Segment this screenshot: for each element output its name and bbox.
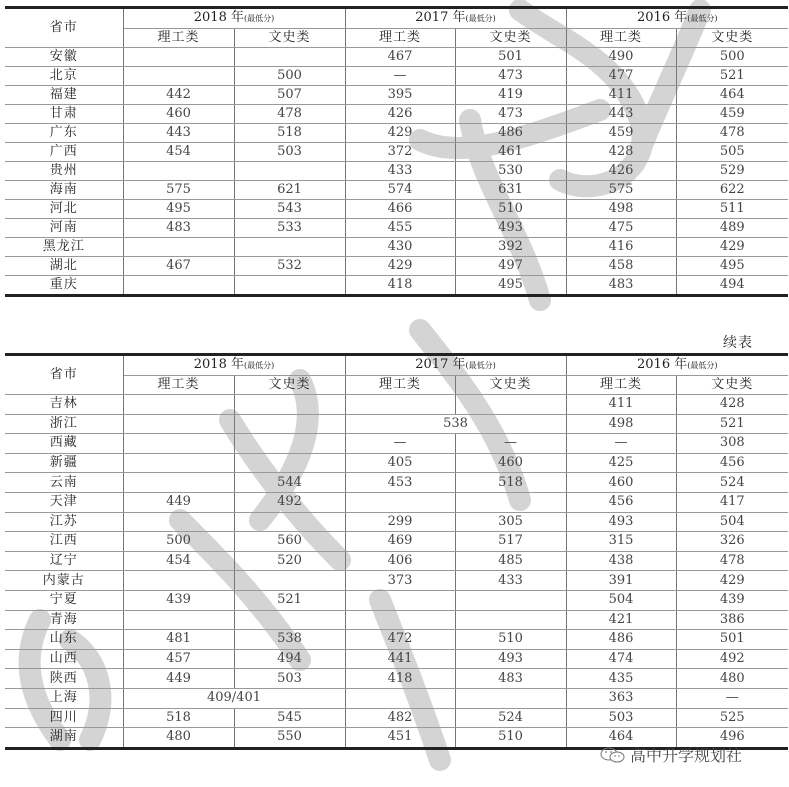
score-cell: 449	[123, 669, 234, 689]
table-row	[5, 512, 788, 532]
province-cell: 河北	[5, 200, 123, 219]
score-cell: 494	[676, 276, 788, 296]
score-cell: 575	[123, 181, 234, 200]
province-cell: 云南	[5, 473, 123, 493]
score-cell: 459	[676, 105, 788, 124]
table-row	[5, 200, 788, 219]
score-cell: —	[345, 67, 455, 86]
province-cell: 山东	[5, 630, 123, 650]
score-cell	[345, 395, 455, 415]
table-row	[5, 219, 788, 238]
score-cell: 458	[566, 257, 676, 276]
table-row	[5, 414, 788, 434]
score-cell: 419	[455, 86, 566, 105]
score-cell: 460	[123, 105, 234, 124]
score-cell: 490	[566, 48, 676, 67]
table-row	[5, 67, 788, 86]
score-cell	[234, 434, 345, 454]
score-cell: 449	[123, 492, 234, 512]
score-cell: 428	[566, 143, 676, 162]
table-row	[5, 669, 788, 689]
header-liberal-arts: 文史类	[455, 29, 566, 48]
score-cell: —	[566, 434, 676, 454]
score-cell: 475	[566, 219, 676, 238]
score-cell: 493	[455, 649, 566, 669]
table-row	[5, 86, 788, 105]
score-cell	[455, 492, 566, 512]
score-cell	[234, 610, 345, 630]
score-cell: 474	[566, 649, 676, 669]
score-cell: 405	[345, 453, 455, 473]
score-cell: 451	[345, 728, 455, 749]
table-row	[5, 590, 788, 610]
score-cell	[123, 453, 234, 473]
score-cell	[345, 492, 455, 512]
score-cell: 460	[566, 473, 676, 493]
province-cell: 江西	[5, 532, 123, 552]
score-cell: 482	[345, 708, 455, 728]
score-cell: 481	[123, 630, 234, 650]
score-cell: 478	[234, 105, 345, 124]
score-cell	[123, 414, 234, 434]
score-cell: 441	[345, 649, 455, 669]
score-cell: 428	[676, 395, 788, 415]
province-cell: 江苏	[5, 512, 123, 532]
table-row	[5, 48, 788, 67]
score-cell: 464	[676, 86, 788, 105]
score-cell: 421	[566, 610, 676, 630]
header-year-2016: 2016 年(最低分)	[566, 355, 788, 376]
score-cell: 503	[234, 669, 345, 689]
province-cell: 安徽	[5, 48, 123, 67]
score-cell: 483	[123, 219, 234, 238]
score-cell: 510	[455, 200, 566, 219]
score-cell	[123, 512, 234, 532]
table-row	[5, 688, 788, 708]
score-cell: 510	[455, 728, 566, 749]
province-cell: 甘肃	[5, 105, 123, 124]
score-cell	[455, 688, 566, 708]
table-row	[5, 532, 788, 552]
province-cell: 福建	[5, 86, 123, 105]
score-cell: 457	[123, 649, 234, 669]
score-cell	[234, 162, 345, 181]
province-cell: 天津	[5, 492, 123, 512]
score-cell: —	[676, 688, 788, 708]
score-cell	[234, 512, 345, 532]
score-cell: 467	[123, 257, 234, 276]
score-cell: 503	[566, 708, 676, 728]
table-row	[5, 571, 788, 591]
table-row	[5, 162, 788, 181]
score-cell	[123, 571, 234, 591]
score-cell: 530	[455, 162, 566, 181]
header-science: 理工类	[123, 376, 234, 395]
score-cell: 501	[455, 48, 566, 67]
province-cell: 陕西	[5, 669, 123, 689]
province-cell: 北京	[5, 67, 123, 86]
province-cell: 西藏	[5, 434, 123, 454]
header-liberal-arts: 文史类	[676, 29, 788, 48]
score-cell: 417	[676, 492, 788, 512]
header-year-2018: 2018 年(最低分)	[123, 8, 345, 29]
province-cell: 上海	[5, 688, 123, 708]
header-year-2017: 2017 年(最低分)	[345, 355, 566, 376]
header-liberal-arts: 文史类	[234, 376, 345, 395]
score-cell: 538	[345, 414, 566, 434]
score-cell: 429	[345, 124, 455, 143]
score-cell: 510	[455, 630, 566, 650]
province-cell: 吉林	[5, 395, 123, 415]
score-cell: 621	[234, 181, 345, 200]
footer-label: 高中升学规划社	[630, 746, 743, 765]
province-cell: 辽宁	[5, 551, 123, 571]
score-cell: 538	[234, 630, 345, 650]
score-cell	[234, 414, 345, 434]
score-cell: 373	[345, 571, 455, 591]
score-cell: 395	[345, 86, 455, 105]
table-row	[5, 143, 788, 162]
score-cell: 418	[345, 669, 455, 689]
score-cell: 517	[455, 532, 566, 552]
score-cell: 525	[676, 708, 788, 728]
score-cell: 521	[676, 67, 788, 86]
score-cell: 518	[455, 473, 566, 493]
score-cell	[123, 48, 234, 67]
score-cell: 433	[345, 162, 455, 181]
score-cell: 477	[566, 67, 676, 86]
score-cell: 473	[455, 67, 566, 86]
score-cell: 299	[345, 512, 455, 532]
score-cell: 386	[676, 610, 788, 630]
score-cell	[234, 395, 345, 415]
header-science: 理工类	[566, 29, 676, 48]
score-cell: 406	[345, 551, 455, 571]
province-cell: 重庆	[5, 276, 123, 296]
score-cell: 430	[345, 238, 455, 257]
score-cell	[234, 238, 345, 257]
score-cell: 489	[676, 219, 788, 238]
header-year-2017: 2017 年(最低分)	[345, 8, 566, 29]
score-cell: 308	[676, 434, 788, 454]
header-year-2016: 2016 年(最低分)	[566, 8, 788, 29]
score-cell: 521	[234, 590, 345, 610]
header-liberal-arts: 文史类	[676, 376, 788, 395]
score-cell: 492	[234, 492, 345, 512]
header-science: 理工类	[345, 29, 455, 48]
table-row	[5, 434, 788, 454]
score-cell: 429	[345, 257, 455, 276]
score-cell: 315	[566, 532, 676, 552]
score-cell: 501	[676, 630, 788, 650]
score-cell: 493	[566, 512, 676, 532]
header-science: 理工类	[566, 376, 676, 395]
score-cell: 411	[566, 395, 676, 415]
score-cell: 507	[234, 86, 345, 105]
score-cell: 455	[345, 219, 455, 238]
table-row	[5, 276, 788, 296]
score-cell: 454	[123, 143, 234, 162]
header-liberal-arts: 文史类	[455, 376, 566, 395]
score-cell: 503	[234, 143, 345, 162]
score-cell: 483	[566, 276, 676, 296]
score-cell: 363	[566, 688, 676, 708]
province-cell: 四川	[5, 708, 123, 728]
score-cell: 454	[123, 551, 234, 571]
province-cell: 青海	[5, 610, 123, 630]
score-cell: 495	[676, 257, 788, 276]
score-cell: 438	[566, 551, 676, 571]
score-cell: 429	[676, 571, 788, 591]
score-cell: 429	[676, 238, 788, 257]
score-cell: 466	[345, 200, 455, 219]
table-row	[5, 238, 788, 257]
score-cell	[123, 162, 234, 181]
province-cell: 湖南	[5, 728, 123, 749]
table-row	[5, 473, 788, 493]
score-cell: 443	[566, 105, 676, 124]
score-cell: 459	[566, 124, 676, 143]
score-cell: 391	[566, 571, 676, 591]
score-cell: 529	[676, 162, 788, 181]
score-cell	[455, 395, 566, 415]
score-cell: 495	[455, 276, 566, 296]
score-cell: 453	[345, 473, 455, 493]
score-cell	[123, 67, 234, 86]
score-cell: 461	[455, 143, 566, 162]
score-cell: 521	[676, 414, 788, 434]
province-cell: 海南	[5, 181, 123, 200]
score-cell	[123, 395, 234, 415]
score-cell: 372	[345, 143, 455, 162]
score-cell	[123, 276, 234, 296]
score-cell: 464	[566, 728, 676, 749]
score-cell: 426	[345, 105, 455, 124]
score-cell: 497	[455, 257, 566, 276]
score-cell: 550	[234, 728, 345, 749]
score-cell: 433	[455, 571, 566, 591]
score-cell: 426	[566, 162, 676, 181]
score-cell: 574	[345, 181, 455, 200]
score-cell: 480	[123, 728, 234, 749]
score-cell	[455, 610, 566, 630]
province-cell: 广东	[5, 124, 123, 143]
score-cell: 486	[566, 630, 676, 650]
score-cell	[123, 473, 234, 493]
score-cell: 485	[455, 551, 566, 571]
table-row	[5, 105, 788, 124]
province-cell: 山西	[5, 649, 123, 669]
score-cell: 478	[676, 551, 788, 571]
score-cell: 498	[566, 200, 676, 219]
table-row	[5, 708, 788, 728]
score-cell: 494	[234, 649, 345, 669]
score-cell: 532	[234, 257, 345, 276]
province-cell: 贵州	[5, 162, 123, 181]
table-row	[5, 492, 788, 512]
score-cell: 575	[566, 181, 676, 200]
score-cell	[234, 48, 345, 67]
score-cell: 435	[566, 669, 676, 689]
province-cell: 湖北	[5, 257, 123, 276]
header-liberal-arts: 文史类	[234, 29, 345, 48]
header-province: 省市	[5, 8, 123, 48]
score-cell: 416	[566, 238, 676, 257]
score-cell: 511	[676, 200, 788, 219]
table-row	[5, 630, 788, 650]
score-cell: 418	[345, 276, 455, 296]
score-cell: 480	[676, 669, 788, 689]
score-cell	[234, 453, 345, 473]
score-cell: 442	[123, 86, 234, 105]
province-cell: 黑龙江	[5, 238, 123, 257]
table-row	[5, 124, 788, 143]
table-row	[5, 181, 788, 200]
score-cell: 518	[123, 708, 234, 728]
province-cell: 宁夏	[5, 590, 123, 610]
score-cell: 456	[676, 453, 788, 473]
header-province: 省市	[5, 355, 123, 395]
score-cell	[123, 434, 234, 454]
score-cell	[345, 590, 455, 610]
score-cell: 500	[123, 532, 234, 552]
score-cell: 492	[676, 649, 788, 669]
province-cell: 新疆	[5, 453, 123, 473]
score-cell: —	[345, 434, 455, 454]
table-row	[5, 395, 788, 415]
table-row	[5, 649, 788, 669]
score-cell: 520	[234, 551, 345, 571]
score-cell: 305	[455, 512, 566, 532]
header-science: 理工类	[345, 376, 455, 395]
score-cell: 533	[234, 219, 345, 238]
score-cell: 469	[345, 532, 455, 552]
score-cell: 524	[676, 473, 788, 493]
table-row	[5, 453, 788, 473]
header-science: 理工类	[123, 29, 234, 48]
score-cell: 411	[566, 86, 676, 105]
score-cell: 543	[234, 200, 345, 219]
score-cell	[345, 688, 455, 708]
score-cell: 478	[676, 124, 788, 143]
score-cell: 496	[676, 728, 788, 749]
header-year-2018: 2018 年(最低分)	[123, 355, 345, 376]
score-cell: 439	[123, 590, 234, 610]
score-cell: 495	[123, 200, 234, 219]
score-cell	[123, 610, 234, 630]
table-row	[5, 610, 788, 630]
score-table-1	[5, 6, 788, 297]
score-cell: 545	[234, 708, 345, 728]
score-cell: 425	[566, 453, 676, 473]
score-cell: 467	[345, 48, 455, 67]
score-cell: 504	[566, 590, 676, 610]
score-cell: 493	[455, 219, 566, 238]
score-cell: 500	[676, 48, 788, 67]
score-cell: 472	[345, 630, 455, 650]
score-cell: 500	[234, 67, 345, 86]
score-cell	[455, 590, 566, 610]
score-cell: 544	[234, 473, 345, 493]
score-cell: 504	[676, 512, 788, 532]
score-cell: 460	[455, 453, 566, 473]
province-cell: 河南	[5, 219, 123, 238]
score-cell: 456	[566, 492, 676, 512]
score-cell	[345, 610, 455, 630]
score-cell: 486	[455, 124, 566, 143]
province-cell: 内蒙古	[5, 571, 123, 591]
score-cell: 622	[676, 181, 788, 200]
score-table-2	[5, 353, 788, 750]
province-cell: 浙江	[5, 414, 123, 434]
score-cell: 505	[676, 143, 788, 162]
score-cell: 518	[234, 124, 345, 143]
score-cell	[123, 238, 234, 257]
score-cell: 392	[455, 238, 566, 257]
score-cell: 560	[234, 532, 345, 552]
wechat-icon	[600, 746, 626, 764]
score-cell: 483	[455, 669, 566, 689]
province-cell: 广西	[5, 143, 123, 162]
score-cell: 498	[566, 414, 676, 434]
score-cell: 439	[676, 590, 788, 610]
score-cell: 473	[455, 105, 566, 124]
score-cell	[234, 276, 345, 296]
continued-label: 续表	[723, 335, 753, 351]
score-cell: 524	[455, 708, 566, 728]
score-cell: 443	[123, 124, 234, 143]
score-cell: 409/401	[123, 688, 345, 708]
score-cell: 631	[455, 181, 566, 200]
score-cell: —	[455, 434, 566, 454]
table-row	[5, 257, 788, 276]
score-cell	[234, 571, 345, 591]
score-cell: 326	[676, 532, 788, 552]
footer-watermark	[600, 743, 742, 766]
table-row	[5, 551, 788, 571]
